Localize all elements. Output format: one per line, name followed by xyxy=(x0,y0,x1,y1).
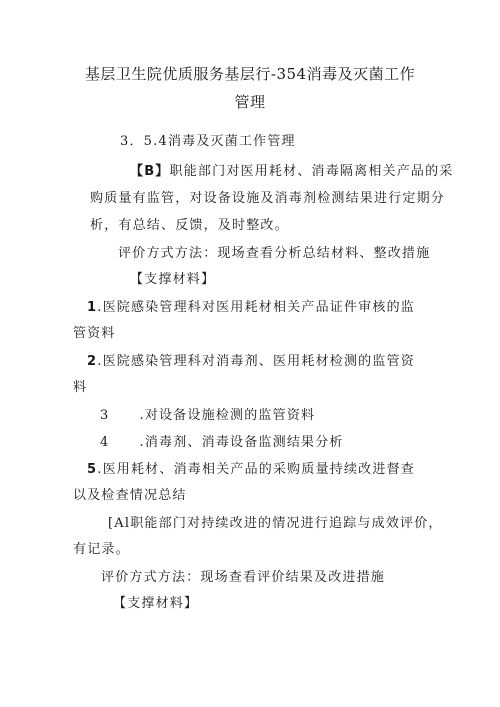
a-requirement-text-1: 职能部门对持续改进的情况进行追踪与成效评价， xyxy=(130,516,443,531)
a-requirement-line-1 xyxy=(108,512,443,531)
support-item-1-text: .医院感染管理科对医用耗材相关产品证件审核的监 xyxy=(97,300,415,315)
support-item-3 xyxy=(100,404,315,423)
support-item-5-continued: 以及检查情况总结 xyxy=(73,488,187,503)
support-item-4-text: .消毒剂、消毒设备监测结果分析 xyxy=(139,435,344,450)
support-materials-heading-1: 【支撑材料】 xyxy=(130,272,216,287)
support-item-5-text: .医用耗材、消毒相关产品的采购质量持续改进督查 xyxy=(97,462,415,477)
support-item-1-continued: 管资料 xyxy=(73,326,116,341)
a-requirement-line-2: 有记录。 xyxy=(73,542,130,557)
document-title-line-2: 管理 xyxy=(234,93,266,111)
support-item-2-number: 2 xyxy=(87,354,98,369)
support-item-4 xyxy=(100,431,344,450)
a-tag: [Al xyxy=(108,516,131,531)
support-item-5 xyxy=(87,458,415,477)
b-requirement-line-2: 购质量有监管，对设备设施及消毒剂检测结果进行定期分 xyxy=(90,191,446,206)
support-item-2 xyxy=(87,350,415,369)
document-title-line-1: 基层卫生院优质服务基层行-354消毒及灭菌工作 xyxy=(84,65,416,83)
support-item-2-continued: 料 xyxy=(73,380,88,395)
b-tag: 【B】 xyxy=(130,164,170,179)
evaluation-method-1: 评价方式方法：现场查看分析总结材料、整改措施 xyxy=(118,246,431,261)
b-requirement-line-1 xyxy=(130,160,454,179)
support-item-1-number: 1 xyxy=(87,300,98,315)
support-item-4-number: 4 xyxy=(100,435,110,450)
evaluation-method-2: 评价方式方法：现场查看评价结果及改进措施 xyxy=(101,570,386,585)
support-materials-heading-2: 【支撑材料】 xyxy=(113,596,199,611)
support-item-3-text: .对设备设施检测的监管资料 xyxy=(139,408,316,423)
support-item-5-number: 5 xyxy=(87,462,98,477)
b-requirement-text-1: 职能部门对医用耗材、消毒隔离相关产品的采 xyxy=(169,164,454,179)
support-item-1 xyxy=(87,296,415,315)
support-item-2-text: .医院感染管理科对消毒剂、医用耗材检测的监管资 xyxy=(97,354,415,369)
b-requirement-line-3: 析，有总结、反馈，及时整改。 xyxy=(90,218,289,233)
support-item-3-number: 3 xyxy=(100,408,110,423)
section-heading: 3．5.4消毒及灭菌工作管理 xyxy=(120,134,296,149)
